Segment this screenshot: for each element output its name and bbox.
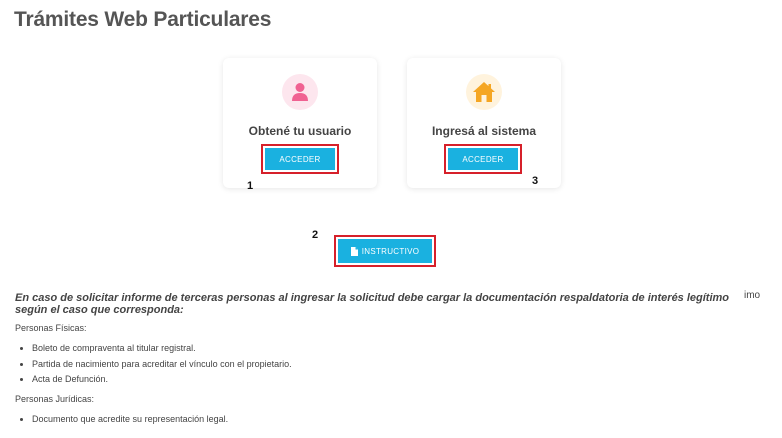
card-title: Obtené tu usuario: [248, 124, 352, 138]
legal-interest-notice: En caso de solicitar informe de terceras personas al ingresar la solicitud debe cargar la documentación respaldatoria de interés legítimo según el caso que corresponda:: [15, 292, 730, 316]
home-icon-circle: [466, 74, 502, 110]
highlight-frame-2: [334, 235, 436, 267]
marker-1: 1: [247, 180, 254, 192]
card-title: Ingresá al sistema: [431, 124, 537, 138]
marker-2: 2: [312, 229, 319, 241]
marker-3: 3: [532, 175, 539, 187]
overflow-text-fragment: imo: [744, 290, 761, 301]
highlight-frame-3: [444, 144, 522, 174]
acceder-button-login[interactable]: ACCEDER: [448, 148, 518, 170]
user-icon-circle: [282, 74, 318, 110]
instructivo-button[interactable]: [338, 239, 432, 263]
personas-fisicas-list: [14, 341, 292, 388]
list-item: • Partida de nacimiento para acreditar el vínculo con el propietario.: [32, 357, 292, 373]
acceder-button-register[interactable]: ACCEDER: [265, 148, 335, 170]
document-icon: [351, 247, 358, 256]
home-icon: [472, 81, 496, 103]
highlight-frame-1: [261, 144, 339, 174]
list-item: • Acta de Defunción.: [32, 372, 292, 388]
instructivo-label: INSTRUCTIVO: [361, 246, 420, 256]
personas-fisicas-heading: Personas Físicas:: [15, 323, 87, 333]
personas-juridicas-list: [14, 412, 228, 428]
list-item: • Documento que acredite su representación legal.: [32, 412, 228, 428]
list-item: • Boleto de compraventa al titular registral.: [32, 341, 292, 357]
user-icon: [291, 82, 309, 102]
personas-juridicas-heading: Personas Jurídicas:: [15, 394, 95, 404]
page-title: Trámites Web Particulares: [14, 8, 272, 31]
